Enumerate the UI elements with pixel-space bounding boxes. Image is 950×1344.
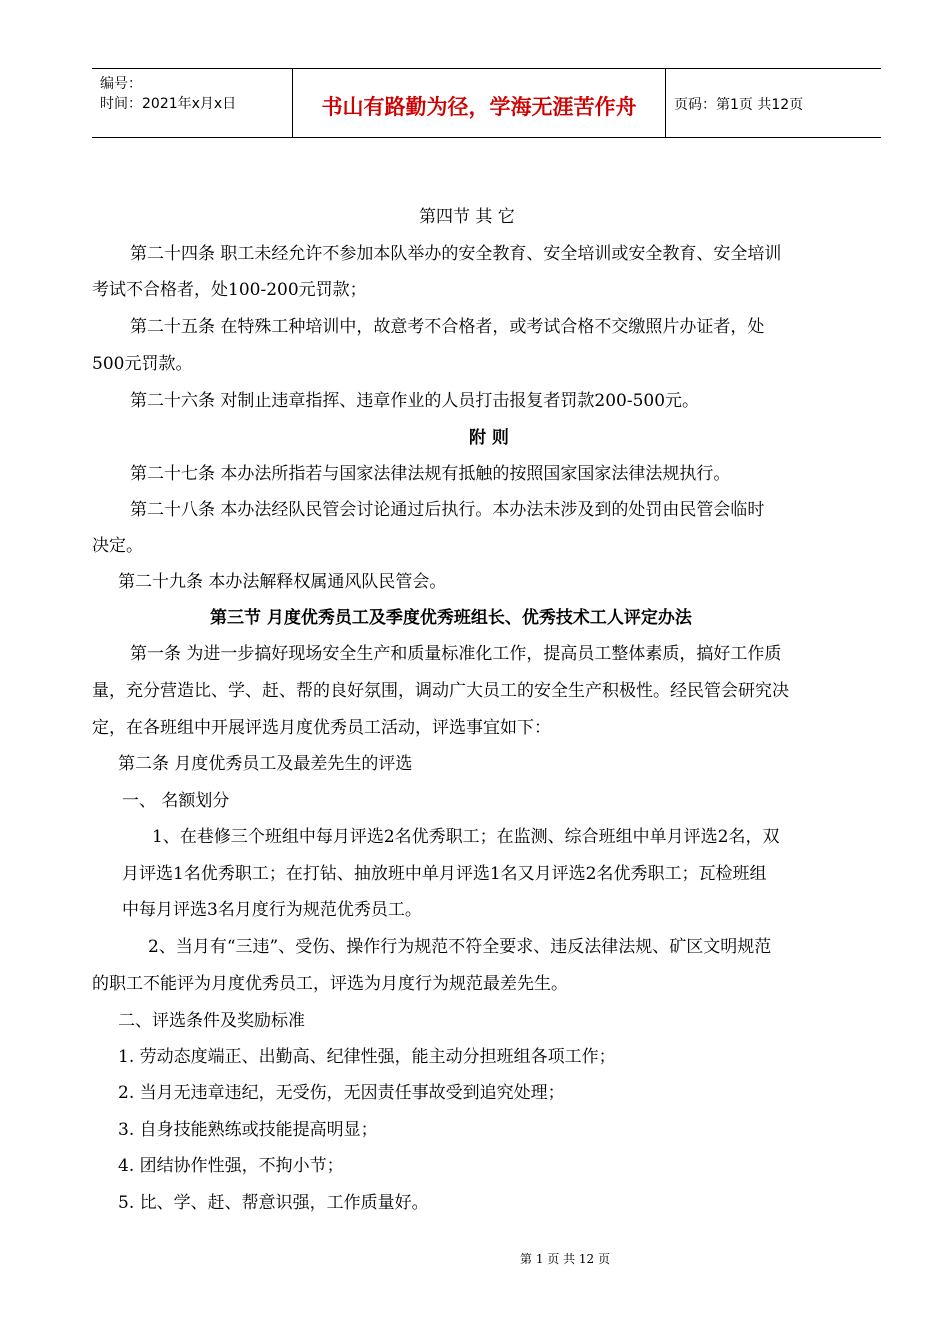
body-line: 一、 名额划分	[122, 791, 230, 811]
body-line: 500元罚款。	[92, 354, 193, 374]
body-line: 月评选1名优秀职工；在打钻、抽放班中单月评选1名又月评选2名优秀职工；瓦检班组	[122, 864, 767, 884]
section-heading: 第四节 其 它	[419, 207, 515, 227]
body-line: 考试不合格者，处100-200元罚款；	[92, 280, 367, 300]
body-line: 第一条 为进一步搞好现场安全生产和质量标准化工作，提高员工整体素质，搞好工作质	[130, 644, 782, 664]
body-line: 决定。	[92, 536, 143, 556]
body-line: 第二十七条 本办法所指若与国家法律法规有抵触的按照国家国家法律法规执行。	[130, 464, 731, 484]
body-line: 量，充分营造比、学、赶、帮的良好氛围，调动广大员工的安全生产积极性。经民管会研究决	[92, 681, 789, 701]
body-line: 第二十四条 职工未经允许不参加本队举办的安全教育、安全培训或安全教育、安全培训	[130, 244, 782, 264]
page-label: 页码：第1页 共12页	[674, 97, 804, 113]
motto: 书山有路勤为径，学海无涯苦作舟	[321, 95, 637, 119]
header-motto-cell	[293, 69, 666, 137]
body-line: 定，在各班组中开展评选月度优秀员工活动，评选事宜如下：	[92, 718, 551, 738]
body-line: 第二十九条 本办法解释权属通风队民管会。	[118, 572, 447, 592]
list-item: 5. 比、学、赶、帮意识强，工作质量好。	[118, 1193, 429, 1213]
body-line: 的职工不能评为月度优秀员工，评选为月度行为规范最差先生。	[92, 974, 568, 994]
list-item: 1. 劳动态度端正、出勤高、纪律性强，能主动分担班组各项工作；	[118, 1047, 616, 1067]
list-item: 3. 自身技能熟练或技能提高明显；	[118, 1120, 378, 1140]
body-line: 第二十五条 在特殊工种培训中，故意考不合格者，或考试合格不交缴照片办证者，处	[130, 317, 765, 337]
time-label: 时间：2021年x月x日	[100, 96, 237, 112]
body-line: 第二十六条 对制止违章指挥、违章作业的人员打击报复者罚款200-500元。	[130, 391, 700, 411]
body-line: 第二十八条 本办法经队民管会讨论通过后执行。本办法未涉及到的处罚由民管会临时	[130, 500, 765, 520]
page-footer: 第 1 页 共 12 页	[520, 1252, 610, 1266]
header-meta-cell	[92, 69, 293, 137]
list-item: 2. 当月无违章违纪，无受伤，无因责任事故受到追究处理；	[118, 1083, 565, 1103]
body-line: 中每月评选3名月度行为规范优秀员工。	[122, 900, 422, 920]
list-item: 4. 团结协作性强，不拘小节；	[118, 1156, 344, 1176]
page-header	[92, 68, 881, 138]
body-line: 1、在巷修三个班组中每月评选2名优秀职工；在监测、综合班组中单月评选2名，双	[152, 827, 780, 847]
body-line: 2、当月有“三违”、受伤、操作行为规范不符全要求、违反法律法规、矿区文明规范	[148, 937, 772, 957]
appendix-heading: 附 则	[469, 428, 509, 448]
number-label: 编号：	[100, 76, 142, 92]
body-line: 二、评选条件及奖励标准	[118, 1011, 305, 1031]
section-3-heading: 第三节 月度优秀员工及季度优秀班组长、优秀技术工人评定办法	[210, 608, 692, 628]
header-page-cell	[666, 69, 881, 137]
body-line: 第二条 月度优秀员工及最差先生的评选	[118, 754, 413, 774]
